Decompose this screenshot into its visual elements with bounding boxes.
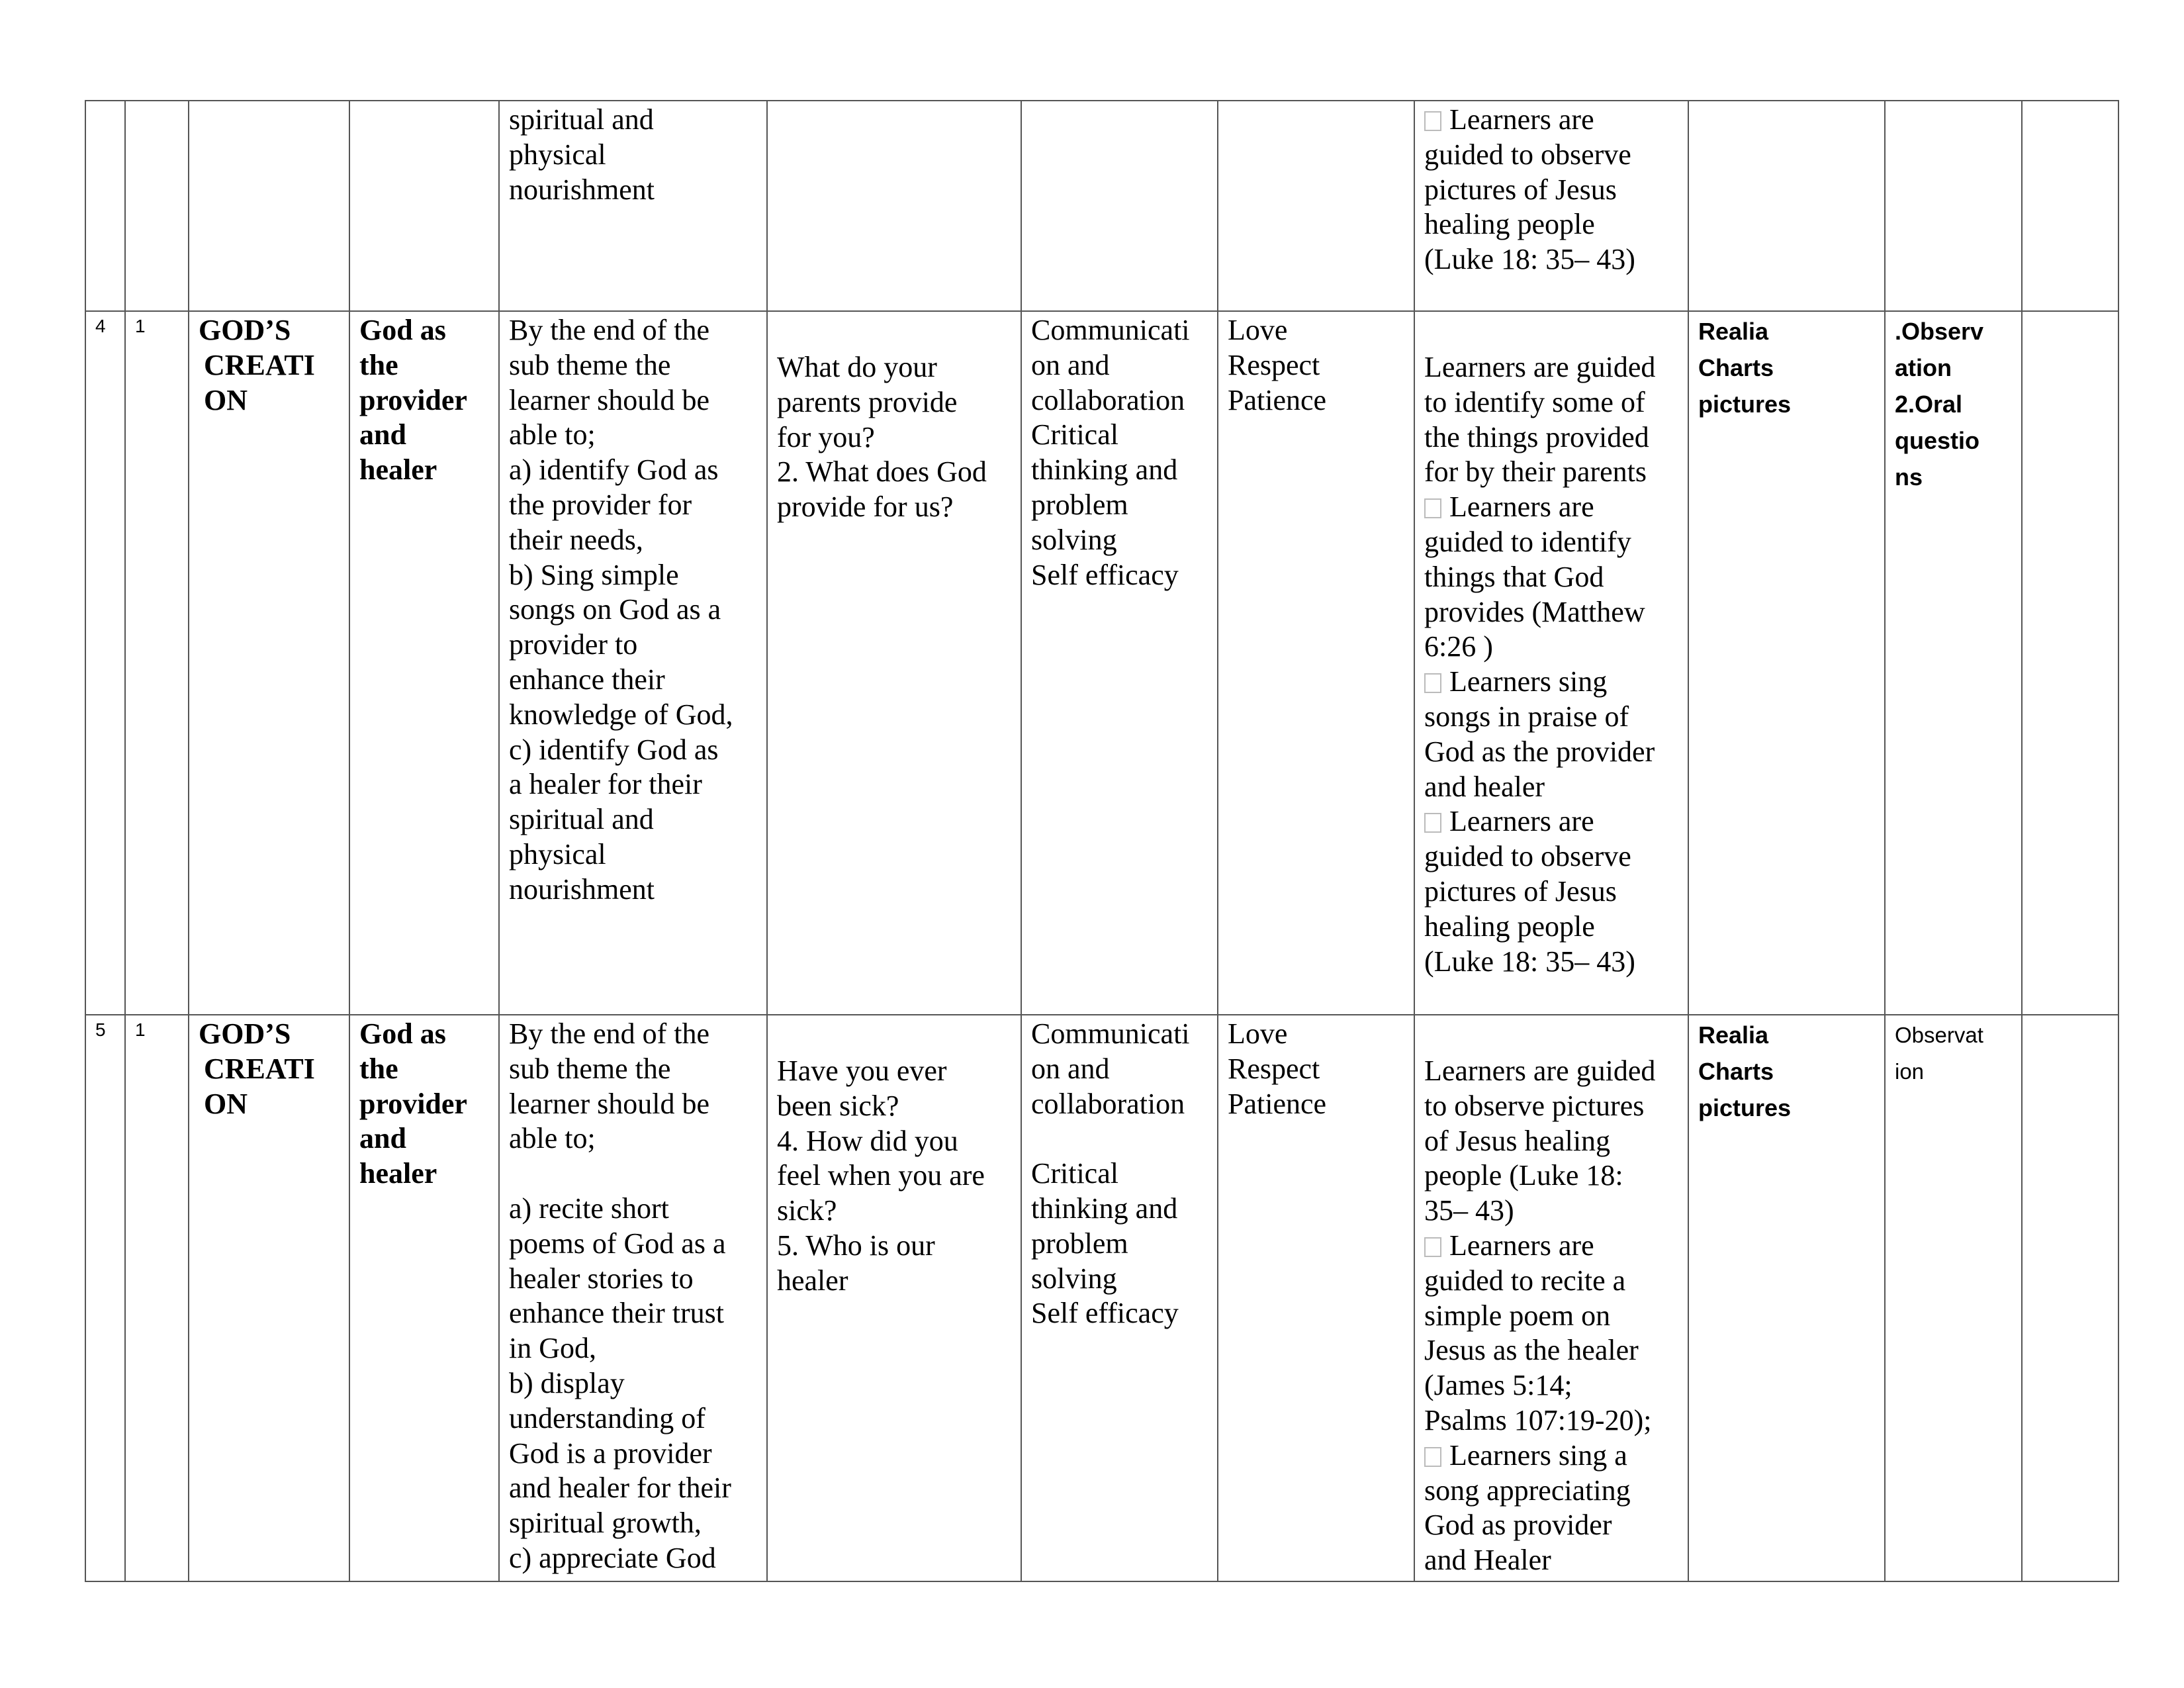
competency-line: Self efficacy	[1031, 1297, 1179, 1330]
inquiry-line: feel when you are	[777, 1159, 985, 1192]
core-competencies-cell	[1021, 311, 1218, 1015]
competency-line: problem	[1031, 488, 1128, 521]
inquiry-questions-cell	[767, 311, 1021, 1015]
activity-line: and healer	[1424, 770, 1545, 803]
week-cell: 5	[85, 1015, 125, 1581]
resource-line: Charts	[1698, 1058, 1774, 1085]
value-line: Patience	[1228, 383, 1327, 416]
activity-line: guided to identify	[1424, 525, 1631, 558]
learning-outcomes-cell	[499, 311, 767, 1015]
outcome-line: songs on God as a	[509, 593, 721, 626]
strand-line: CREATI	[204, 348, 315, 381]
activity-line	[1424, 1438, 1678, 1474]
resource-line: pictures	[1698, 391, 1792, 418]
outcome-line: able to;	[509, 1122, 596, 1155]
activity-line: (Luke 18: 35– 43)	[1424, 945, 1635, 978]
sub-strand-line: provider	[359, 1087, 467, 1120]
value-line: Respect	[1228, 1052, 1320, 1085]
strand-line: ON	[204, 383, 248, 416]
inquiry-line: What do your	[777, 351, 937, 383]
competency-line: Critical	[1031, 418, 1118, 451]
resources-cell	[1688, 101, 1885, 311]
learning-experiences-cell	[1414, 101, 1688, 311]
activity-text: Learners are	[1449, 103, 1594, 136]
sub-strand-cell	[349, 311, 499, 1015]
resource-line: Realia	[1698, 318, 1769, 345]
learning-outcomes-cell	[499, 1015, 767, 1581]
activity-line: healing people	[1424, 208, 1595, 241]
assessment-line: ion	[1895, 1059, 1925, 1084]
outcome-line: their needs,	[509, 523, 643, 556]
value-line: Patience	[1228, 1087, 1327, 1120]
sub-strand-line: the	[359, 348, 398, 381]
values-cell	[1218, 101, 1414, 311]
remarks-cell	[2022, 1015, 2118, 1581]
outcome-line: healer stories to	[509, 1262, 694, 1295]
activity-line: guided to observe	[1424, 138, 1631, 171]
activity-line: to identify some of	[1424, 385, 1645, 418]
activity-line: songs in praise of	[1424, 700, 1629, 733]
outcome-line: knowledge of God,	[509, 698, 733, 731]
outcome-line: the provider for	[509, 488, 692, 521]
outcome-line: in God,	[509, 1332, 596, 1365]
outcome-line: a healer for their	[509, 768, 702, 801]
sub-strand-cell	[349, 1015, 499, 1581]
outcome-line: b) display	[509, 1366, 625, 1399]
activity-line	[1424, 103, 1678, 138]
sub-strand-line: the	[359, 1052, 398, 1085]
bullet-icon	[1424, 111, 1441, 131]
activity-line: pictures of Jesus	[1424, 173, 1617, 206]
outcome-line: poems of God as a	[509, 1227, 726, 1260]
assessment-line: ns	[1895, 463, 1923, 491]
competency-line: problem	[1031, 1227, 1128, 1260]
activity-line: things that God	[1424, 560, 1604, 593]
sub-strand-line: God as	[359, 314, 446, 346]
outcome-line: nourishment	[509, 872, 655, 906]
strand-line: ON	[204, 1087, 248, 1120]
outcome-line: c) identify God as	[509, 733, 719, 766]
value-line: Respect	[1228, 348, 1320, 381]
outcome-line: By the end of the	[509, 1017, 710, 1050]
activity-line	[1424, 1229, 1678, 1264]
outcome-line: sub theme the	[509, 1052, 671, 1085]
strand-line: GOD’S	[199, 1017, 291, 1050]
activity-line: pictures of Jesus	[1424, 874, 1617, 908]
outcome-line: a) recite short	[509, 1192, 669, 1225]
outcome-line: b) Sing simple	[509, 558, 679, 591]
activity-line: (Luke 18: 35– 43)	[1424, 243, 1635, 276]
inquiry-line: parents provide	[777, 385, 958, 418]
week-cell: 4	[85, 311, 125, 1015]
outcome-line: provider to	[509, 628, 638, 661]
competency-line: collaboration	[1031, 1087, 1185, 1120]
competency-line: thinking and	[1031, 453, 1178, 487]
strand-line: CREATI	[204, 1052, 315, 1085]
activity-line: (James 5:14;	[1424, 1369, 1572, 1402]
competency-line: collaboration	[1031, 383, 1185, 416]
competency-line: thinking and	[1031, 1192, 1178, 1225]
outcome-line: physical	[509, 138, 606, 171]
values-cell	[1218, 1015, 1414, 1581]
blank-line	[1031, 1121, 1208, 1156]
activity-text: Learners are	[1449, 1229, 1594, 1262]
resources-cell	[1688, 1015, 1885, 1581]
outcome-line: By the end of the	[509, 314, 710, 346]
outcome-line: able to;	[509, 418, 596, 451]
sub-strand-line: God as	[359, 1017, 446, 1050]
inquiry-line: 2. What does God	[777, 455, 987, 489]
activity-text: Learners sing a	[1449, 1438, 1627, 1472]
learning-experiences-cell	[1414, 1015, 1688, 1581]
competency-line: Communicati	[1031, 1017, 1190, 1050]
activity-line: the things provided	[1424, 420, 1649, 453]
outcome-line: God is a provider	[509, 1436, 712, 1470]
activity-line: Learners are guided	[1424, 1055, 1656, 1087]
activity-line	[1424, 665, 1678, 700]
activity-line: Learners are guided	[1424, 351, 1656, 383]
outcome-line: spiritual growth,	[509, 1507, 702, 1540]
lesson-cell	[125, 101, 189, 311]
inquiry-line: 5. Who is our	[777, 1229, 935, 1262]
strand-line: GOD’S	[199, 314, 291, 346]
scheme-of-work-table	[85, 100, 2119, 1582]
inquiry-line: been sick?	[777, 1089, 899, 1122]
remarks-cell	[2022, 101, 2118, 311]
inquiry-line: sick?	[777, 1194, 837, 1227]
assessment-cell	[1885, 101, 2022, 311]
outcome-line: sub theme the	[509, 348, 671, 381]
lesson-cell: 1	[125, 311, 189, 1015]
table-row	[85, 1015, 2118, 1581]
activity-line: song appreciating	[1424, 1474, 1631, 1507]
assessment-line: ation	[1895, 354, 1952, 381]
strand-cell	[189, 311, 349, 1015]
outcome-line: and healer for their	[509, 1472, 731, 1505]
bullet-icon	[1424, 1447, 1441, 1467]
outcome-line: nourishment	[509, 173, 655, 206]
competency-line: on and	[1031, 1052, 1110, 1085]
sub-strand-cell	[349, 101, 499, 311]
outcome-line: enhance their trust	[509, 1297, 724, 1330]
activity-text: Learners are	[1449, 805, 1594, 838]
week-cell	[85, 101, 125, 311]
resources-cell	[1688, 311, 1885, 1015]
activity-line: people (Luke 18:	[1424, 1159, 1623, 1192]
inquiry-questions-cell	[767, 101, 1021, 311]
sub-strand-line: healer	[359, 1157, 437, 1190]
outcome-line: understanding of	[509, 1401, 705, 1434]
activity-line: God as the provider	[1424, 735, 1655, 768]
activity-line: healing people	[1424, 910, 1595, 943]
outcome-line: physical	[509, 837, 606, 870]
bullet-icon	[1424, 813, 1441, 833]
activity-line: to observe pictures	[1424, 1089, 1645, 1122]
resource-line: pictures	[1698, 1094, 1792, 1121]
table-row	[85, 311, 2118, 1015]
activity-line: Jesus as the healer	[1424, 1334, 1639, 1367]
outcome-line: spiritual and	[509, 103, 654, 136]
table-row	[85, 101, 2118, 311]
activity-line: for by their parents	[1424, 455, 1647, 489]
assessment-line: Observat	[1895, 1023, 1983, 1047]
outcome-line: learner should be	[509, 1087, 709, 1120]
outcome-line: enhance their	[509, 663, 665, 696]
outcome-line: learner should be	[509, 383, 709, 416]
activity-line: provides (Matthew	[1424, 595, 1645, 628]
lesson-cell: 1	[125, 1015, 189, 1581]
activity-line: guided to observe	[1424, 840, 1631, 873]
core-competencies-cell	[1021, 1015, 1218, 1581]
remarks-cell	[2022, 311, 2118, 1015]
resource-line: Charts	[1698, 354, 1774, 381]
sub-strand-line: healer	[359, 453, 437, 487]
sub-strand-line: and	[359, 418, 406, 451]
assessment-line: 2.Oral	[1895, 391, 1963, 418]
activity-line: and Healer	[1424, 1544, 1551, 1577]
value-line: Love	[1228, 314, 1288, 346]
activity-line	[1424, 804, 1678, 839]
value-line: Love	[1228, 1017, 1288, 1050]
activity-text: Learners sing	[1449, 665, 1608, 698]
bullet-icon	[1424, 498, 1441, 518]
assessment-line: questio	[1895, 427, 1980, 454]
core-competencies-cell	[1021, 101, 1218, 311]
activity-line: God as provider	[1424, 1509, 1612, 1542]
inquiry-questions-cell	[767, 1015, 1021, 1581]
bullet-icon	[1424, 673, 1441, 693]
resource-line: Realia	[1698, 1021, 1769, 1049]
competency-line: Self efficacy	[1031, 558, 1179, 591]
outcome-line: a) identify God as	[509, 453, 719, 487]
inquiry-line: provide for us?	[777, 491, 954, 524]
learning-outcomes-cell	[499, 101, 767, 311]
inquiry-line: for you?	[777, 420, 875, 453]
values-cell	[1218, 311, 1414, 1015]
activity-line: Psalms 107:19-20);	[1424, 1403, 1652, 1436]
assessment-cell	[1885, 1015, 2022, 1581]
blank-line	[509, 1156, 757, 1192]
strand-cell	[189, 101, 349, 311]
outcome-line: c) appreciate God	[509, 1541, 716, 1574]
competency-line: solving	[1031, 1262, 1117, 1295]
inquiry-line: Have you ever	[777, 1055, 947, 1087]
activity-text: Learners are	[1449, 491, 1594, 524]
outcome-line: spiritual and	[509, 803, 654, 836]
bullet-icon	[1424, 1237, 1441, 1257]
activity-line: guided to recite a	[1424, 1264, 1626, 1297]
inquiry-line: healer	[777, 1264, 848, 1297]
strand-cell	[189, 1015, 349, 1581]
sub-strand-line: and	[359, 1122, 406, 1155]
competency-line: Communicati	[1031, 314, 1190, 346]
activity-line: of Jesus healing	[1424, 1124, 1611, 1157]
learning-experiences-cell	[1414, 311, 1688, 1015]
activity-line: simple poem on	[1424, 1299, 1611, 1332]
assessment-cell	[1885, 311, 2022, 1015]
competency-line: Critical	[1031, 1157, 1118, 1190]
activity-line: 35– 43)	[1424, 1194, 1514, 1227]
sub-strand-line: provider	[359, 383, 467, 416]
activity-line: 6:26 )	[1424, 630, 1493, 663]
assessment-line: .Observ	[1895, 318, 1984, 345]
activity-line	[1424, 490, 1678, 525]
inquiry-line: 4. How did you	[777, 1124, 958, 1157]
competency-line: solving	[1031, 523, 1117, 556]
competency-line: on and	[1031, 348, 1110, 381]
